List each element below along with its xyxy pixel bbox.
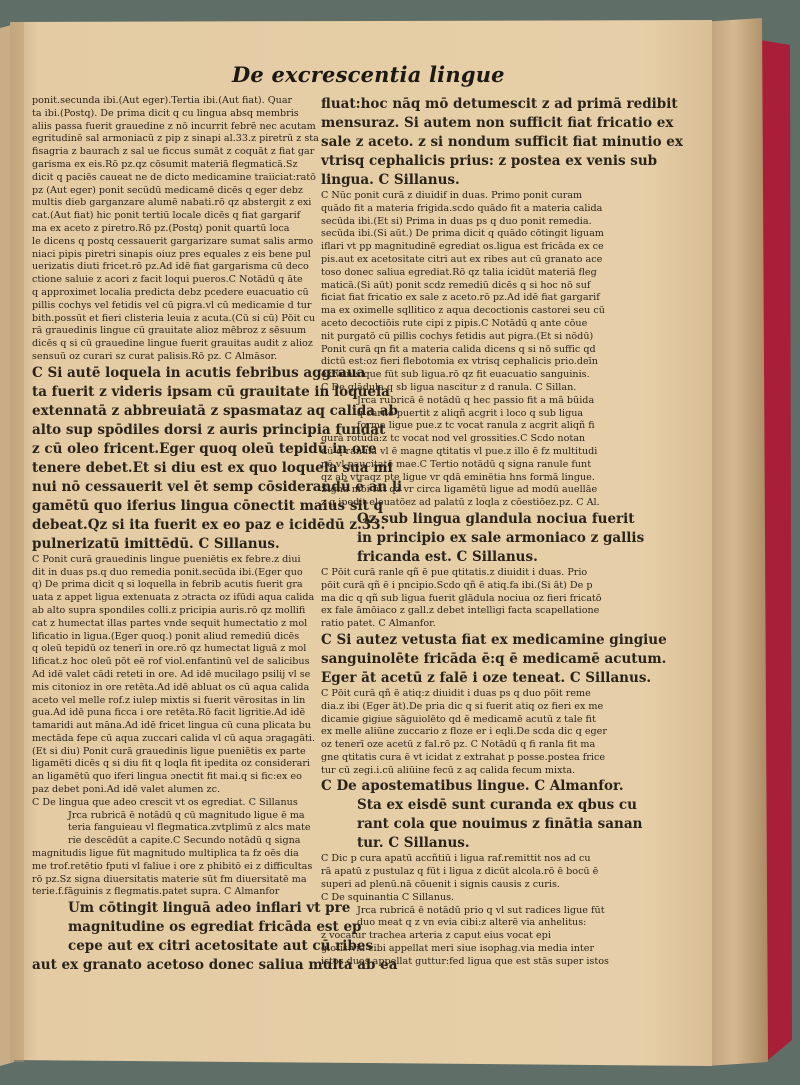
left-column-line: lificatio in ligua.(Eger quoq.) ponit aliud remediū dicēs [32, 630, 300, 642]
right-column-line: vtrisq cephalicis prius: z postea ex venis sub [321, 153, 658, 169]
right-column-line: superi ad plenū.nā cōuenit i signis causis z curis. [321, 879, 560, 891]
right-column-line: tur cū zegi.i.cū aliūine fecū z aq calida fecum mixta. [321, 764, 576, 776]
left-column-line: pz (Aut eger) ponit secūdū medicamē dicēs q eger debz [32, 184, 303, 196]
right-column-line: maticā.(Si aūt) ponit scdz remediū dicēs q si hoc nō suf [321, 279, 591, 291]
right-column-line: pis.aut ex acetositate citri aut ex ribes aut cū granato ace [321, 253, 603, 265]
left-column-line: C Si autē loquela in acutis febribus aggraua [32, 364, 366, 381]
right-column-line: nit purgatō cū pillis cochys fetidis aut pigra.(Et si nōdū) [321, 330, 594, 342]
left-column-line: tenere debet.Et si diu est ex quo loquela sua mi [32, 459, 393, 476]
left-column-line: garisma ex eis.Rō pz.qz cōsumit materiā flegmaticā.Sz [32, 158, 298, 170]
right-column-line: ex melle aliūne zuccario z floze er i eqli.De scda dic q eger [321, 726, 607, 738]
left-column-line: terie.f.fāguinis z flegmatis.patet supra. C Almanfor [32, 886, 280, 898]
left-column-line: aceto vel melle rof.z iulep mixtis si fuerit vērositas in lin [32, 694, 306, 706]
left-column-line: uerizatis diuti fricet.rō pz.Ad idē fiat gargarisma cū deco [32, 261, 309, 273]
left-column-line: an ligamētū quo iferi lingua ɔnectit fit mai.q si fic:ex eo [32, 771, 302, 783]
left-column-line: extennatā z abbreuiatā z spasmataz aq calida ab [32, 402, 398, 419]
right-column-line: istos duos appellat guttur:fed ligua que est stās super istos [321, 955, 609, 967]
left-column-line: nui nō cessauerit vel ēt semp cōsiderandū ē an li [32, 478, 403, 495]
right-column-line: ex fale āmōiaco z gall.z debet intelligi facta scapellatione [321, 605, 600, 617]
right-column-line: dicamie gigiue sāguiolēto qd ē medicamē acutū z tale fit [321, 713, 596, 725]
left-column-line: niaci pipis piretri sinapis oiuz pres equales z eis bene pul [32, 248, 311, 260]
left-column-line: ta ibi.(Postq). De prima dicit q cu lingua absq membris [32, 107, 299, 119]
right-column-line: C De apostematibus lingue. C Almanfor. [321, 778, 624, 795]
right-column-line: z vocatur trachea arteria z caput eius vocat epi [321, 930, 551, 942]
running-title: De excrescentia lingue [232, 62, 505, 87]
left-column-line: multis dieb garganzare alumē nabati.rō qz abstergit z exi [32, 197, 312, 209]
right-column-line: in principio ex sale armoniaco z gallis [357, 529, 645, 546]
left-column-line: pillis cochys vel fetidis vel cū pigra.vl cū medicamie d tur [32, 299, 312, 311]
right-column-line: nē vl paucitatē mae.C Tertio notādū q signa ranule funt [321, 458, 592, 470]
right-column-line: pōit curā qñ ē i pncipio.Scdo qñ ē atiq.fa ibi.(Si āt) De p [321, 579, 593, 591]
right-column-line: sale z aceto. z si nondum sufficit fiat minutio ex [321, 134, 683, 150]
right-column-line: C Nūc ponit curā z diuidif in duas. Primo ponit curam [321, 190, 583, 201]
left-column-line: pulnerizatū imittēdū. C Sillanus. [32, 535, 280, 552]
left-column-line: rā grauedinis lingue cū grauitate alioz mēbroz z sēsuum [32, 325, 307, 337]
right-column-line: forma ligue pue.z tc vocat ranula z acgrit aliqñ fi [357, 420, 595, 432]
right-column-line: C De squinantia C Sillanus. [321, 891, 455, 903]
right-column-line: gne qtitatis cura ē vt icidat z extrahat p posse.postea frice [321, 751, 606, 763]
left-column-line: (Et si diu) Ponit curā grauedinis ligue pueniētis ex parte [32, 745, 306, 757]
left-column-line: alto sup spōdiles dorsi z auris principia fundat [32, 421, 386, 438]
right-column-line: C Pōit curā qñ ē atiq:z diuidit i duas ps q duo pōit reme [321, 687, 591, 699]
right-column-line: quādo fit a materia frigida.scdo quādo fit a materia calida [321, 202, 603, 214]
left-column-line: cepe aut ex citri acetositate aut cū ribes [68, 938, 374, 955]
right-column-line: gurā rotūdā:z tc vocat nod vel grossities.C Scdo notan [321, 433, 586, 445]
left-column-line: le dicens q postq cessauerit gargarizare sumat salis armo [32, 235, 314, 247]
right-column-line: secūda ibi.(Et si) Prima in duas ps q duo ponit remedia. [321, 215, 592, 227]
right-column-line: sanguinolēte fricāda ē:q ē medicamē acutum. [321, 650, 667, 667]
left-column-line: cat.(Aut fiat) hic ponit tertiū locale dicēs q fiat gargarif [32, 210, 301, 222]
right-column-line: C Si autez vetusta fiat ex medicamine gingiue [321, 631, 667, 648]
right-text-column [321, 95, 683, 969]
right-column-line: Jrca rubricā ē notādū q hec passio fit a mā būida [357, 394, 595, 406]
left-column-line: q) De prima dicit q si loquella in febrib acutis fuerit gra [32, 579, 303, 591]
left-column-line: C Ponit curā grauedinis lingue pueniētis ex febre.z diui [32, 553, 301, 565]
right-column-line: fluat:hoc nāq mō detumescit z ad primā redibit [321, 96, 678, 112]
right-column-line: ma ex oximelle sqllitico z aqua decoctionis castorei seu cū [321, 305, 605, 317]
left-column-line: rō pz.Sz signa diuersitatis materie sūt fm diuersitatē ma [32, 873, 307, 885]
right-column-line: z q ipedit eleuatōez ad palatū z loqla z cōestiōez.pz. C Al. [321, 497, 600, 509]
left-column-line: gamētū quo iferius lingua cōnectit maius sit q [32, 497, 383, 514]
right-column-line: Eger āt acetū z falē i oze teneat. C Sillanus. [321, 669, 652, 686]
right-column-line: Signa mōi fūt qz vr circa ligamētū ligue ad modū auellāe [321, 484, 598, 496]
left-column-line: aliis passa fuerit grauedine z nō incurrit febrē nec acutam [32, 120, 316, 132]
left-column-line: q oleū tepidū oz tenerī in ore.rō qz humectat liguā z mol [32, 643, 307, 655]
right-column-line: ma dic q qñ sub ligua fuerit glādula nociua oz fieri fricatō [321, 592, 602, 604]
left-column-line: ctione saluie z acori z facit loqui pueros.C Notādū q āte [32, 274, 303, 286]
right-column-line: oz tenerī oze acetū z fal.rō pz. C Notādū q fi ranla fit ma [321, 739, 596, 751]
right-column-line: ex venis que fūt sub ligua.rō qz fit euacuatio sanguinis. [321, 369, 590, 381]
left-column-line: dicit q paciēs caueat ne de dicto medicamine traiiciat:ratō [32, 171, 316, 183]
right-column-line: ratio patet. C Almanfor. [321, 618, 436, 630]
right-column-line: dictū est:oz fieri flebotomia ex vtrisq cephalicis prio.deīn [321, 356, 598, 368]
left-column-line: ligamēti dicēs q si diu fit q loqla fit ipedita oz considerari [32, 758, 310, 770]
right-column-line: fricanda est. C Sillanus. [357, 548, 538, 565]
left-column-line: egritudinē sal armoniacū z pip z sinapi al.33.z piretrū z sta [32, 133, 319, 145]
left-column-line: cat z humectat illas partes vnde sequit humectatio z mol [32, 617, 308, 629]
right-column-line: rant cola que nouimus z finātia sanan [357, 816, 643, 833]
left-column-line: mis citonioz in ore retēta.Ad idē abluat os cū aqua calida [32, 681, 310, 693]
right-column-line: C Pōit curā ranle qñ ē pue qtitatis.z diuidit i duas. Prio [321, 566, 588, 578]
left-column-line: ponit.secunda ibi.(Aut eger).Tertia ibi.(Aut fiat). Quar [32, 95, 293, 106]
right-column-line: iflari vt pp magnitudinē egrediat os.ligua est fricāda ex ce [321, 241, 604, 253]
right-column-line: Oz sub lingua glandula nociua fuerit [357, 510, 635, 527]
right-column-line: C Dic p cura apatū accñtiū i ligua raf.remittit nos ad cu [321, 853, 591, 865]
left-column-line: Ad idē valet cādi reteti in ore. Ad idē mucilago psilij vl se [32, 668, 311, 680]
right-column-line: Ponit curā qn fit a materia calida dicens q si nō suffic qd [321, 343, 596, 355]
left-column-line: dit in duas ps.q duo remedia ponit.secūda ibi.(Eger quo [32, 566, 303, 578]
left-column-line: gua.Ad idē puna ficca i ore retēta.Rō facit ligritie.Ad idē [32, 707, 306, 719]
right-column-line: dū q ranula vl ē magne qtitatis vl pue.z illo ē fz multitudi [321, 445, 598, 457]
right-column-line: ficiat fiat fricatio ex sale z aceto.rō pz.Ad idē fiat gargarif [321, 292, 600, 304]
left-column-line: Um cōtingit linguā adeo inflari vt pre [68, 900, 351, 917]
left-column-line: rie descēdūt a capite.C Secundo notādū q signa [68, 835, 301, 847]
left-column-line: magnitudis ligue fūt magnitudo multiplica ta fz oēs dia [32, 848, 299, 860]
right-column-line: qz ab vtraqz pte ligue vr qdā eminētia hns formā lingue. [321, 471, 595, 483]
left-column-line: fisagria z baurach z sal ue ficcus sumāt z coquāt z fiat gar [32, 146, 315, 158]
left-column-line: ta fuerit z videris ipsam cū grauitate in loquela [32, 383, 390, 400]
left-column-line: aut ex granato acetoso donec saliua multa ab ea [32, 957, 398, 974]
left-column-line: me trof.retētio fputi vl faliue i ore z phibitō ei z difficultas [32, 860, 313, 872]
right-column-line: secūda ibi.(Si aūt.) De prima dicit q quādo cōtingit liguam [321, 228, 604, 240]
right-column-line: Sta ex eisdē sunt curanda ex qbus cu [357, 797, 637, 814]
right-column-line: lingua. C Sillanus. [321, 172, 460, 188]
left-column-line: teria fanguieau vl flegmatica.zvtplimū z alcs mate [68, 822, 311, 834]
right-column-line: rā apatū z pustulaz q fūt i ligua z dicūt alcola.rō ē bocū ē [321, 866, 599, 878]
left-column-line: ma ex aceto z piretro.Rō pz.(Postq) ponit quartū loca [32, 222, 290, 234]
right-column-line: glotis.via cibi appellat meri siue isophag.via media inter [321, 943, 595, 955]
left-column-line: mectāda fepe cū aqua zuccari calida vl cū aqua ɔragagāti. [32, 732, 316, 744]
left-column-line: Jrca rubricā ē notādū q cū magnitudo ligue ē ma [68, 809, 305, 821]
left-column-line: tamaridi aut māna.Ad idē fricet lingua cū cuna plicata bu [32, 720, 311, 732]
left-column-line: ab alto supra spondiles colli.z pricipia auris.rō qz mollifi [32, 604, 306, 616]
right-column-line: tur. C Sillanus. [357, 835, 470, 852]
right-column-line: dia.z ibi (Eger āt).De pria dic q si fuerit atiq oz fieri ex me [321, 700, 604, 712]
right-column-line: toso donec saliua egrediat.Rō qz talia icidūt materiā fleg [321, 266, 597, 278]
left-column-line: z cū oleo fricent.Eger quoq oleū tepidū in ore [32, 440, 377, 457]
right-column-line: mensuraz. Si autem non sufficit fiat fricatio ex [321, 115, 674, 131]
right-column-line: Jrca rubricā ē notādū prio q vl sut radices ligue fūt [357, 904, 605, 916]
left-column-line: C De lingua que adeo crescit vt os egrediat. C Sillanus [32, 796, 298, 808]
right-column-line: C De glādula q sb ligua nascitur z d ranula. C Sillan. [321, 381, 577, 393]
left-column-line: sensuū oz curari sz curat palisis.Rō pz. C Almāsor. [32, 350, 278, 362]
left-column-line: q approximet localia predicta debz pcedere euacuatio cū [32, 286, 309, 298]
left-column-line: debeat.Qz si ita fuerit ex eo paz e icidēdū z.33. [32, 516, 386, 533]
left-column-line: magnitudine os egrediat fricāda est ep [68, 919, 362, 936]
right-column-line: aceto decoctiōis rute cipi z pipis.C Notādū q ante cōue [321, 317, 588, 329]
left-column-line: uata z appet ligua extenuata z ɔtracta oz ifūdi aqua calida [32, 592, 315, 604]
left-column-line: dicēs q si cū grauedine lingue fuerit grauitas audit z alioz [32, 338, 313, 350]
left-column-line: lificat.z hoc oleū pōt eē rof viol.enfantinū vel de salicibus [32, 656, 310, 668]
right-column-line: q carnē puertit z aliqñ acgrit i loco q sub ligua [357, 407, 584, 419]
right-column-line: duo meat q z vn evia cibi:z alterē via anhelitus: [357, 917, 587, 929]
left-column-line: paz debet poni.Ad idē valet alumen zc. [32, 784, 221, 796]
left-column-line: bith.possūt et fieri clisteria leuia z acuta.(Cū si cū) Pōit cu [32, 312, 316, 324]
